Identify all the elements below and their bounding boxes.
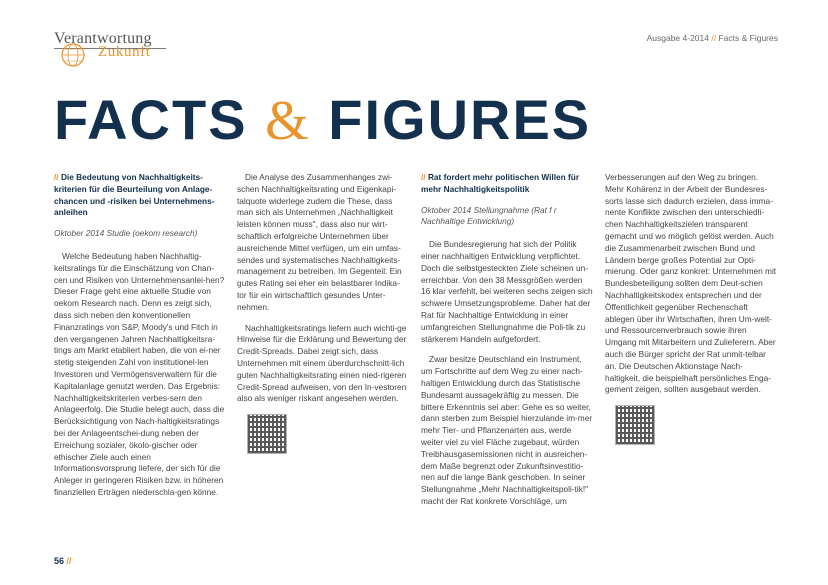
column-2	[237, 172, 409, 454]
title-part-2: FIGURES	[328, 88, 592, 151]
page-title	[54, 88, 592, 152]
article-2-paragraph-2: Zwar besitze Deutschland ein Instrument, um Fortschritte auf dem Weg zu einer nach-haltigen Entwicklung durch das Statistische Bundesamt aussagekräftig zu messen. Die bittere Erkenntnis sei aber: Gehe es so weiter, dann sterben zum Beispiel hierzulande im-mer mehr Tier- und Pflanzenarten aus, werde weiter viel zu viel Fläche zugebaut, würden Treibhausgasemissionen nicht in ausreichen-dem Maße begrenzt oder Zukunftsinvestitio-nen auf die lange Bank geschoben. In seiner Stellungnahme „Mehr Nachhaltigkeitspoli-tik!" macht der Rat konkrete Vorschläge, um	[421, 354, 593, 506]
issue-header	[647, 33, 778, 43]
article-2-source: Oktober 2014 Stellungnahme (Rat f r Nachhaltige Entwicklung)	[421, 204, 557, 227]
article-1-marker: //	[54, 172, 59, 182]
column-1	[54, 172, 226, 508]
qr-code-icon[interactable]	[247, 414, 287, 454]
page-number-marker: //	[66, 556, 72, 566]
logo-word-1: Verantwortung	[54, 30, 152, 47]
logo-word-2: Zukunft	[98, 44, 151, 60]
article-2-marker: //	[421, 172, 426, 182]
section-name: Facts & Figures	[718, 33, 778, 43]
title-ampersand: &	[265, 90, 311, 152]
publication-logo	[54, 30, 184, 70]
article-1-source: Oktober 2014 Studie (oekom research)	[54, 228, 198, 239]
title-part-1: FACTS	[54, 88, 248, 151]
article-1-heading	[54, 172, 226, 219]
column-4	[605, 172, 777, 445]
article-1-heading-text: Die Bedeutung von Nachhaltigkeits-kriterien für die Beurteilung von Anlage-chancen und -risiken bei Unternehmens-anleihen	[54, 172, 215, 218]
article-1-paragraph-1: Welche Bedeutung haben Nachhaltig-keitsratings für die Einschätzung von Chan-cen und Risiken von Unternehmensanlei-hen? Dieser Frage geht eine aktuelle Studie von oekom Research nach. Denn es zeigt sich, dass sich neben den konventionellen Finanzratings von S&P, Moody's und Fitch in den vergangenen Jahren Nachhaltigkeitsra-tings am Markt etabliert haben, die von ei-ner stetig steigenden Zahl von institutionel-len Investoren und Vermögensverwaltern für die Kapitalanlage genutzt werden. Das Ergebnis: Nachhaltigkeitskriterien verbes-sern den Anlageerfolg. Die Studie belegt auch, dass die Berücksichtigung von Nach-haltigkeitsratings bei der Anlageentschei-dung neben der Erreichung sozialer, ökolo-gischer oder ethischer Ziele auch einen Informationsvorsprung liefere, der sich für die Anleger in geringeren Risiken bzw. in höheren finanziellen Erträgen niederschla-gen könne.	[54, 250, 225, 497]
article-2-paragraph-1: Die Bundesregierung hat sich der Politik einer nachhaltigen Entwicklung verpflichtet. Doch die selbstgesteckten Ziele scheinen un-erreichbar. Von den 38 Messgrößen werden 16 klar verfehlt, bei weiteren sechs zeigen sich schwere Umsetzungsprobleme. Daher hat der Rat für Nachhaltige Entwicklung in einer umfangreichen Stellungnahme die Poli-tik zu stärkerem Handeln aufgefordert.	[421, 239, 593, 344]
article-2-heading	[421, 172, 593, 196]
page-number-value: 56	[54, 556, 65, 566]
issue-number: Ausgabe 4-2014	[646, 33, 709, 43]
article-2-heading-text: Rat fordert mehr politischen Willen für mehr Nachhaltigkeitspolitik	[421, 172, 580, 194]
issue-separator: //	[711, 33, 717, 43]
article-1-paragraph-3: Nachhaltigkeitsratings liefern auch wichti-ge Hinweise für die Erklärung und Bewertung der Credit-Spreads. Dabei zeigt sich, dass Unternehmen mit einem überdurchschnitt-lich guten Nachhaltigkeitsrating einen nied-rigeren Credit-Spread aufweisen, von den In-vestoren also als weniger riskant angesehen werden.	[237, 322, 407, 404]
qr-code-icon[interactable]	[615, 405, 655, 445]
page-number	[54, 556, 72, 566]
column-3	[421, 172, 593, 517]
article-2-paragraph-3: Verbesserungen auf den Weg zu bringen. Mehr Kohärenz in der Arbeit der Bundesres-sorts lasse sich dadurch erzielen, dass imma-nente Konflikte zwischen den unterschiedli-chen Nachhaltigkeitszielen transparent gemacht und wo möglich gelöst werden. Auch die Zusammenarbeit zwischen Bund und Ländern berge großes Potential zur Opti-mierung. Oder ganz konkret: Unternehmen mit Bundesbeteiligung sollten dem Deut-schen Nachhaltigkeitskodex entsprechen und der Öffentlichkeit gegenüber Rechenschaft ablegen über ihr Wirtschaften, ihren Um-welt- und Ressourcenverbrauch sowie ihren Umgang mit Mitarbeitern und Zulieferern. Aber auch die Bürger spricht der Rat unmit-telbar an. Die Deutschen Aktionstage Nach-haltigkeit, die beispielhaft persönliches Enga-gement zeigen, sollten ausgebaut werden.	[605, 172, 777, 395]
article-1-paragraph-2: Die Analyse des Zusammenhanges zwi-schen Nachhaltigkeitsrating und Eigenkapi-talquote widerlege zudem die These, dass man sich als Unternehmen „Nachhaltigkeit leisten können muss", dass also nur wirt-schaftlich erfolgreiche Unternehmen über ausreichende Mittel verfügen, um ein umfas-sendes und systematisches Nachhaltigkeits-management zu betreiben. Im Gegenteil: Ein gutes Rating sei eher ein belastbarer Indika-tor für ein wirtschaftlich gesundes Unter-nehmen.	[237, 172, 402, 312]
